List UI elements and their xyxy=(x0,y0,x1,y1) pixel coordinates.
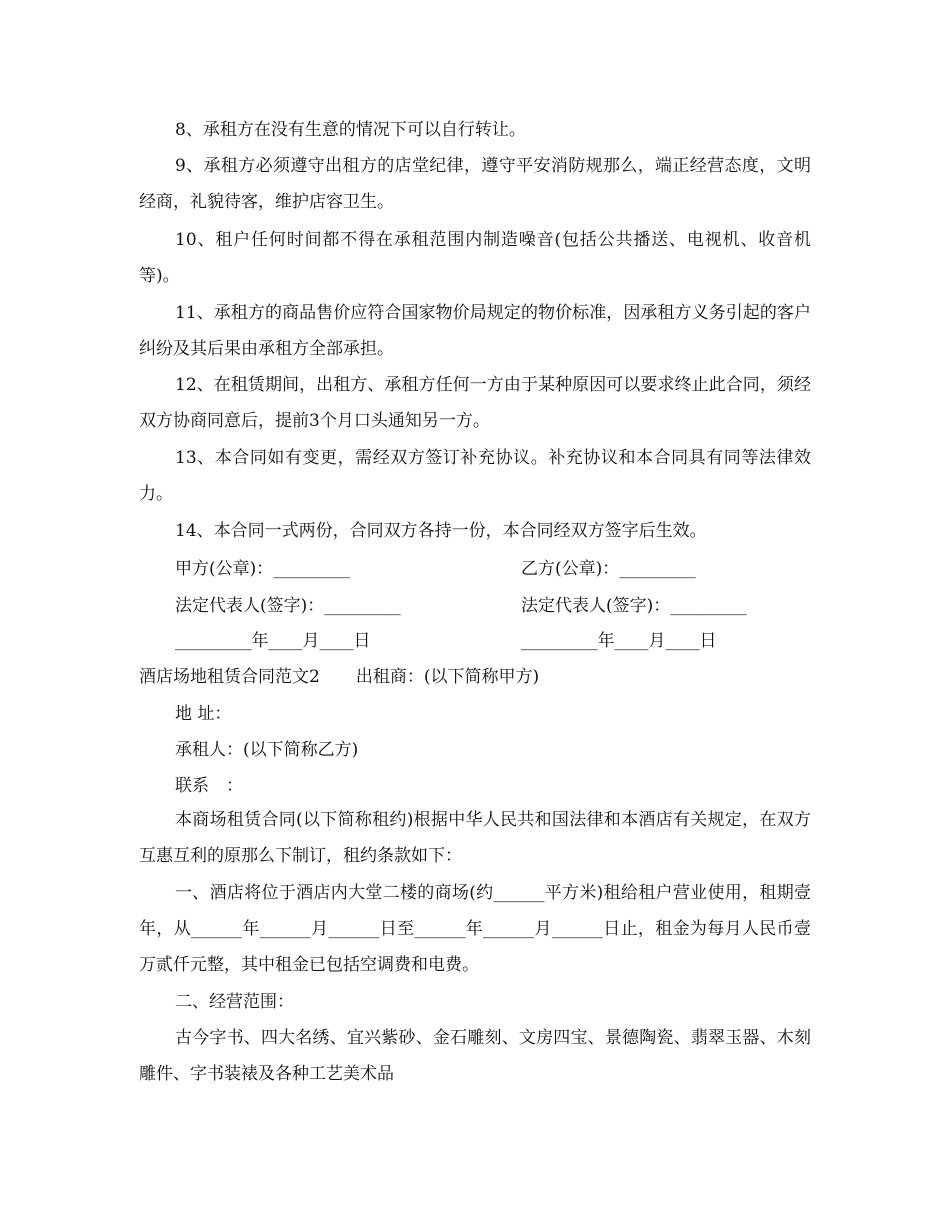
clause-10: 10、租户任何时间都不得在承租范围内制造噪音(包括公共播送、电视机、收音机等)。 xyxy=(139,230,811,286)
party-b-representative: 法定代表人(签字)：_________ xyxy=(521,596,747,616)
clause-12: 12、在租赁期间，出租方、承租方任何一方由于某种原因可以要求终止此合同，须经双方协商同意后，提前3个月口头通知另一方。 xyxy=(139,375,811,431)
contract2-intro: 本商场租赁合同(以下简称租约)根据中华人民共和国法律和本酒店有关规定，在双方互惠互利的原那么下制订，租约条款如下： xyxy=(139,810,811,866)
party-a-seal: 甲方(公章)：_________ xyxy=(175,559,350,579)
clause-13: 13、本合同如有变更，需经双方签订补充协议。补充协议和本合同具有同等法律效力。 xyxy=(139,448,811,504)
party-b-date: _________年____月____日 xyxy=(521,631,717,651)
contract2-lessee: 承租人：(以下简称乙方) xyxy=(175,740,359,760)
clause-11: 11、承租方的商品售价应符合国家物价局规定的物价标准，因承租方义务引起的客户纠纷及其后果由承租方全部承担。 xyxy=(139,303,811,359)
party-a-representative: 法定代表人(签字)：_________ xyxy=(175,596,401,616)
contract2-lessor: 出租商：(以下简称甲方) xyxy=(355,667,540,687)
contract2-article-1: 一、酒店将位于酒店内大堂二楼的商场(约______平方米)租给租户营业使用，租期壹年，从______年______月______日至______年______月______日止，租金为每月人民币壹万贰仟元整，其中租金已包括空调费和电费。 xyxy=(139,883,811,975)
contract2-heading-line xyxy=(139,666,539,688)
party-a-date: _________年____月____日 xyxy=(175,631,371,651)
contract2-contact: 联系 ： xyxy=(175,776,243,796)
clause-8: 8、承租方在没有生意的情况下可以自行转让。 xyxy=(175,120,526,140)
contract2-article-2-body: 古今字书、四大名绣、宜兴紫砂、金石雕刻、文房四宝、景德陶瓷、翡翠玉器、木刻雕件、字书装裱及各种工艺美术品 xyxy=(139,1028,811,1084)
clause-9: 9、承租方必须遵守出租方的店堂纪律，遵守平安消防规那么，端正经营态度，文明经商，礼貌待客，维护店容卫生。 xyxy=(139,156,811,212)
contract2-article-2-title: 二、经营范围： xyxy=(175,992,294,1012)
contract2-address: 地 址： xyxy=(175,704,232,724)
party-b-seal: 乙方(公章)：_________ xyxy=(521,559,696,579)
contract2-heading: 酒店场地租赁合同范文2 xyxy=(139,667,320,687)
clause-14: 14、本合同一式两份，合同双方各持一份，本合同经双方签字后生效。 xyxy=(175,521,707,541)
